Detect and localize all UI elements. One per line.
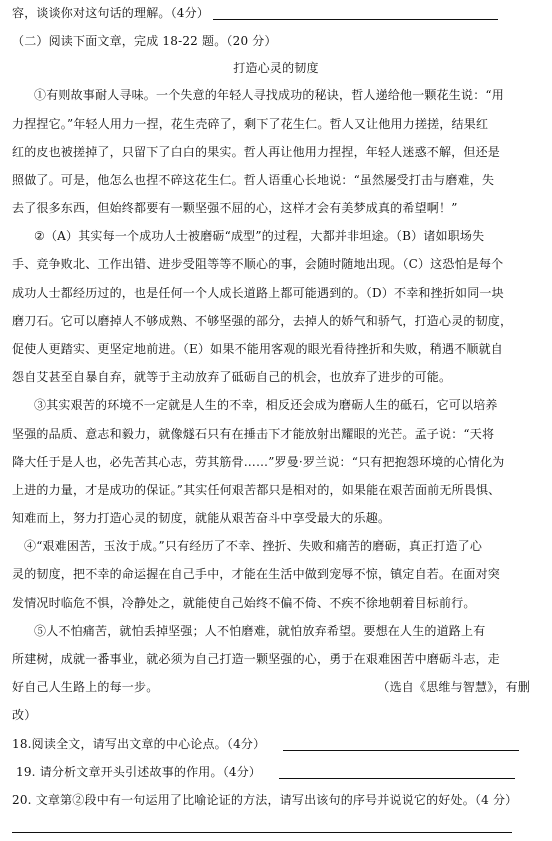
q19-text: 19. 请分析文章开头引述故事的作用。（4分） — [16, 765, 262, 779]
source-note: （选自《思维与智慧》，有删 — [377, 680, 530, 694]
p1-line-2: 力捏捏它。”年轻人用力一捏，花生壳碎了，剩下了花生仁。哲人又让他用力搓搓，结果红 — [12, 117, 489, 131]
p3-line-3: 降大任于是人也，必先苦其心志，劳其筋骨……”罗曼·罗兰说：“只有把抱怨环境的心情化为 — [12, 455, 505, 469]
p1-line-3: 红的皮也被搓掉了，只留下了白白的果实。哲人再让他用力捏捏，年轻人迷惑不解，但还是 — [12, 145, 501, 159]
q17-tail-line — [12, 6, 542, 20]
section-heading: （二）阅读下面文章，完成 18-22 题。（20 分） — [12, 34, 277, 48]
q18-line — [12, 737, 542, 751]
p1-line-5: 去了很多东西，但始终都要有一颗坚强不屈的心，这样才会有美梦成真的希望啊！” — [12, 201, 458, 215]
p2-line-6: 怨自艾甚至自暴自弃，就等于主动放弃了砥砺自己的机会，也放弃了进步的可能。 — [12, 370, 452, 384]
q19-answer-blank[interactable] — [279, 766, 515, 779]
p2-line-1: ②（A）其实每一个成功人士被磨砺“成型”的过程，大都并非坦途。（B）诸如职场失 — [34, 229, 485, 243]
q20-answer-line[interactable] — [12, 832, 512, 833]
p1-line-1: ①有则故事耐人寻味。一个失意的年轻人寻找成功的秘诀，哲人递给他一颗花生说：“用 — [34, 88, 504, 102]
p2-line-4: 磨刀石。它可以磨掉人不够成熟、不够坚强的部分，去掉人的娇气和骄气，打造心灵的韧度， — [12, 314, 513, 328]
q19-line — [16, 765, 542, 779]
p3-line-5: 知难而上，努力打造心灵的韧度，就能从艰苦奋斗中享受最大的乐趣。 — [12, 511, 391, 525]
q17-answer-blank[interactable] — [213, 7, 498, 20]
p4-line-1: ④“艰难困苦，玉汝于成。”只有经历了不幸、挫折、失败和痛苦的磨砺，真正打造了心 — [24, 539, 483, 553]
p3-line-2: 坚强的品质、意志和毅力，就像燧石只有在捶击下才能放射出耀眼的光芒。孟子说：“天将 — [12, 427, 495, 441]
article-title: 打造心灵的韧度 — [233, 61, 319, 75]
p2-line-3: 成功人士都经历过的，也是任何一个人成长道路上都可能遇到的。（D）不幸和挫折如同一块 — [12, 286, 504, 300]
q18-text: 18.阅读全文，请写出文章的中心论点。（4分） — [12, 737, 266, 751]
p5-line-1: ⑤人不怕痛苦，就怕丢掉坚强；人不怕磨难，就怕放弃希望。要想在人生的道路上有 — [34, 624, 486, 638]
p3-line-1: ③其实艰苦的环境不一定就是人生的不幸，相反还会成为磨砺人生的砥石，它可以培养 — [34, 398, 498, 412]
q20-text: 20. 文章第②段中有一句运用了比喻论证的方法，请写出该句的序号并说说它的好处。（4 分） — [12, 793, 518, 807]
p5-line-2: 所建树，成就一番事业，就必须为自己打造一颗坚强的心，勇于在艰难困苦中磨砺斗志，走 — [12, 652, 501, 666]
source-note-tail: 改） — [12, 708, 37, 722]
p3-line-4: 上进的力量，才是成功的保证。”其实任何艰苦都只是相对的，如果能在艰苦面前无所畏惧、 — [12, 483, 501, 497]
p2-line-2: 手、竞争败北、工作出错、进步受阻等等不顺心的事，会随时随地出现。（C）这恐怕是每个 — [12, 257, 504, 271]
p4-line-3: 发情况时临危不惧，冷静处之，就能使自己始终不偏不倚、不疾不徐地朝着目标前行。 — [12, 596, 476, 610]
p5-line-3-text: 好自己人生路上的每一步。 — [12, 680, 159, 694]
q17-tail-text: 容，谈谈你对这句话的理解。（4分） — [12, 6, 210, 20]
q18-answer-blank[interactable] — [283, 738, 519, 751]
p1-line-4: 照做了。可是，他怎么也捏不碎这花生仁。哲人语重心长地说：“虽然屡受打击与磨难，失 — [12, 173, 495, 187]
p4-line-2: 灵的韧度，把不幸的命运握在自己手中，才能在生活中做到宠辱不惊，镇定自若。在面对突 — [12, 567, 501, 581]
p2-line-5: 促使人更踏实、更坚定地前进。（E）如果不能用客观的眼光看待挫折和失败，稍遇不顺就自 — [12, 342, 503, 356]
p5-line-3 — [12, 680, 542, 694]
